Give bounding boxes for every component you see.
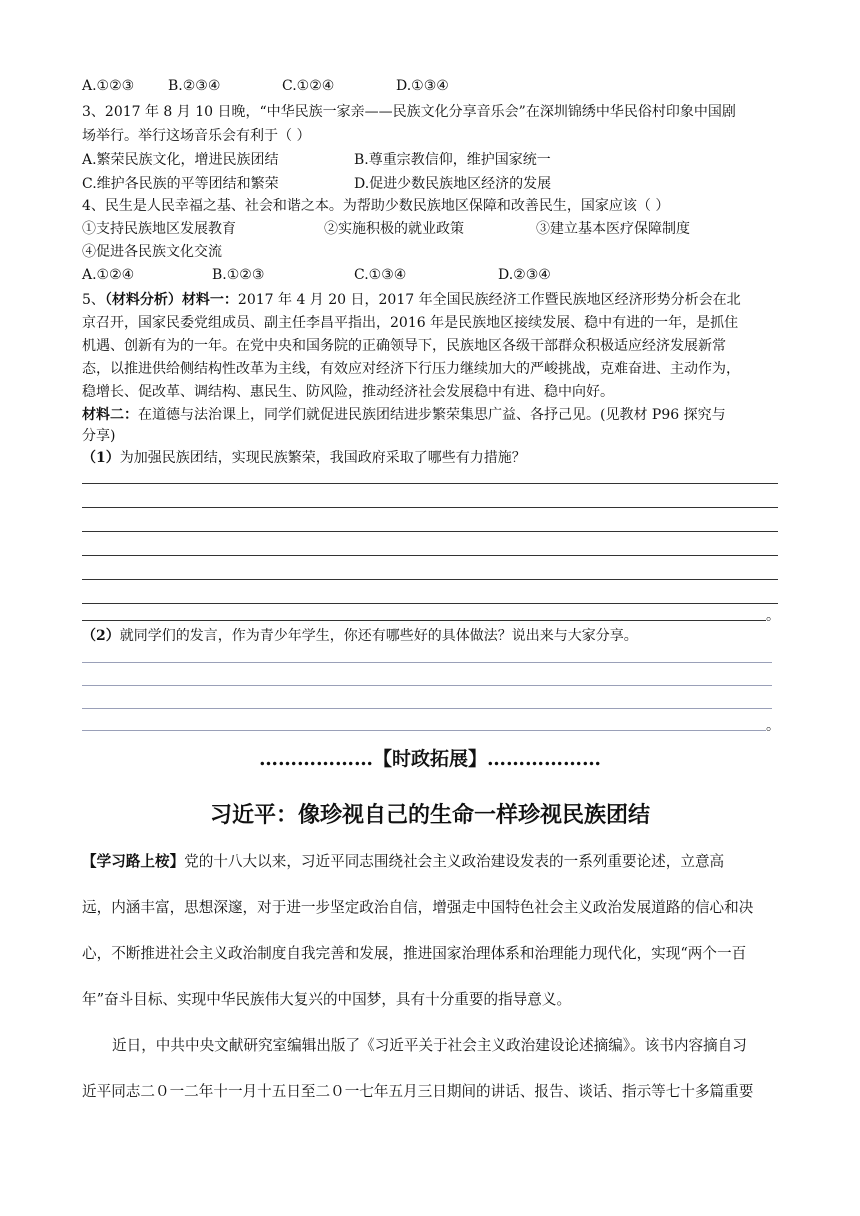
q4-option-c: C.①③④ (354, 267, 407, 283)
answer-line[interactable] (82, 730, 766, 731)
article-paragraph1-line: 心，不断推进社会主义政治制度自我完善和发展，推进国家治理体系和治理能力现代化，实现“两个一百 (82, 945, 747, 962)
material1-line: 稳增长、促改革、调结构、惠民生、防风险，推动经济社会发展稳中有进、稳中向好。 (82, 384, 614, 400)
article-paragraph1-line1 (82, 852, 782, 872)
q5-material1-line1 (82, 290, 741, 310)
answer-line[interactable] (82, 555, 778, 556)
q4-item-3: ③建立基本医疗保障制度 (536, 221, 690, 237)
q4-options (82, 265, 551, 285)
material2-text: 在道德与法治课上，同学们就促进民族团结进步繁荣集思广益、各抒己见。(见教材 P96 探究与 (138, 407, 726, 423)
q4-option-b: B.①②③ (212, 267, 265, 283)
article-paragraph2-line: 近平同志二０一二年十一月十五日至二０一七年五月三日期间的讲话、报告、谈话、指示等七十多篇重要 (82, 1083, 754, 1100)
material2-label: 材料二： (82, 407, 138, 423)
article-title: 习近平：像珍视自己的生命一样珍视民族团结 (209, 802, 650, 828)
article-text: 党的十八大以来，习近平同志围绕社会主义政治建设发表的一系列重要论述，立意高 (184, 853, 725, 870)
q3-option-a: A.繁荣民族文化，增进民族团结 (82, 152, 279, 168)
article-paragraph1-line: 远，内涵丰富，思想深邃，对于进一步坚定政治自信，增强走中国特色社会主义政治发展道路的信心和决 (82, 899, 754, 916)
answer-line[interactable] (82, 507, 778, 508)
material2-line1 (82, 405, 726, 425)
q4-option-a: A.①②④ (82, 267, 135, 283)
answer-line[interactable] (82, 603, 778, 604)
material1-line: 态，以推进供给侧结构性改革为主线，有效应对经济下行压力继续加大的严峻挑战，克难奋进、主动作为， (82, 361, 740, 377)
q2-option-c: C.①②④ (282, 78, 335, 94)
article-paragraph2-line1: 近日，中共中央文献研究室编辑出版了《习近平关于社会主义政治建设论述摘编》。该书内容摘自习 (112, 1037, 747, 1054)
q4-item-2: ②实施积极的就业政策 (324, 221, 464, 237)
answer-line[interactable] (82, 531, 778, 532)
q2-option-b: B.②③④ (168, 78, 221, 94)
answer-line[interactable] (82, 708, 772, 709)
subquestion-2-number: （2） (82, 628, 120, 644)
q3-options-row2 (82, 174, 551, 194)
q4-item-1: ①支持民族地区发展教育 (82, 221, 236, 237)
q2-option-d: D.①③④ (396, 78, 449, 94)
subquestion-1-number: （1） (82, 450, 120, 466)
q4-item-4: ④促进各民族文化交流 (82, 244, 222, 260)
q5-number: 5、 (82, 292, 105, 308)
article-tag: 【学习路上桉】 (82, 853, 185, 870)
q3-options-row1 (82, 150, 551, 170)
material1-line: 京召开，国家民委党组成员、副主任李昌平指出，2016 年是民族地区接续发展、稳中有进的一年，是抓住 (82, 315, 739, 331)
q2-option-a: A.①②③ (82, 78, 135, 94)
answer-end-mark: 。 (766, 718, 780, 734)
material1-line: 机遇、创新有为的一年。在党中央和国务院的正确领导下，民族地区各级干部群众积极适应经济发展新常 (82, 338, 726, 354)
q5-subquestion-2 (82, 626, 638, 646)
material1-text-start: 2017 年 4 月 20 日，2017 年全国民族经济工作暨民族地区经济形势分析会在北 (237, 292, 741, 308)
answer-line[interactable] (82, 483, 778, 484)
answer-line[interactable] (82, 685, 772, 686)
q3-stem-line2: 场举行。举行这场音乐会有利于（ ） (82, 128, 311, 144)
q4-stem: 4、民生是人民幸福之基、社会和谐之本。为帮助少数民族地区保障和改善民生，国家应该（ ） (82, 198, 670, 214)
q5-subquestion-1 (82, 448, 526, 468)
answer-line[interactable] (82, 662, 772, 663)
material1-label: 材料一： (181, 292, 238, 308)
q3-option-b: B.尊重宗教信仰，维护国家统一 (354, 152, 551, 168)
q4-items-row (82, 219, 690, 239)
q3-stem-line1: 3、2017 年 8 月 10 日晚，“中华民族一家亲——民族文化分享音乐会”在深圳锦绣中华民俗村印象中国剧 (82, 104, 736, 120)
answer-end-mark: 。 (766, 608, 780, 624)
subquestion-2-text: 就同学们的发言，作为青少年学生，你还有哪些好的具体做法？说出来与大家分享。 (119, 628, 638, 644)
q3-option-d: D.促进少数民族地区经济的发展 (354, 176, 552, 192)
answer-line[interactable] (82, 579, 778, 580)
section-heading: ………………【时政拓展】……………… (258, 748, 601, 770)
article-paragraph1-line: 年”奋斗目标、实现中华民族伟大复兴的中国梦，具有十分重要的指导意义。 (82, 991, 572, 1008)
subquestion-1-text: 为加强民族团结，实现民族繁荣，我国政府采取了哪些有力措施？ (119, 450, 526, 466)
q5-tag: （材料分析） (104, 292, 182, 308)
q4-option-d: D.②③④ (498, 267, 551, 283)
material2-line2: 分享) (82, 428, 116, 444)
answer-line[interactable] (82, 620, 766, 621)
q2-options (82, 76, 449, 96)
q3-option-c: C.维护各民族的平等团结和繁荣 (82, 176, 279, 192)
